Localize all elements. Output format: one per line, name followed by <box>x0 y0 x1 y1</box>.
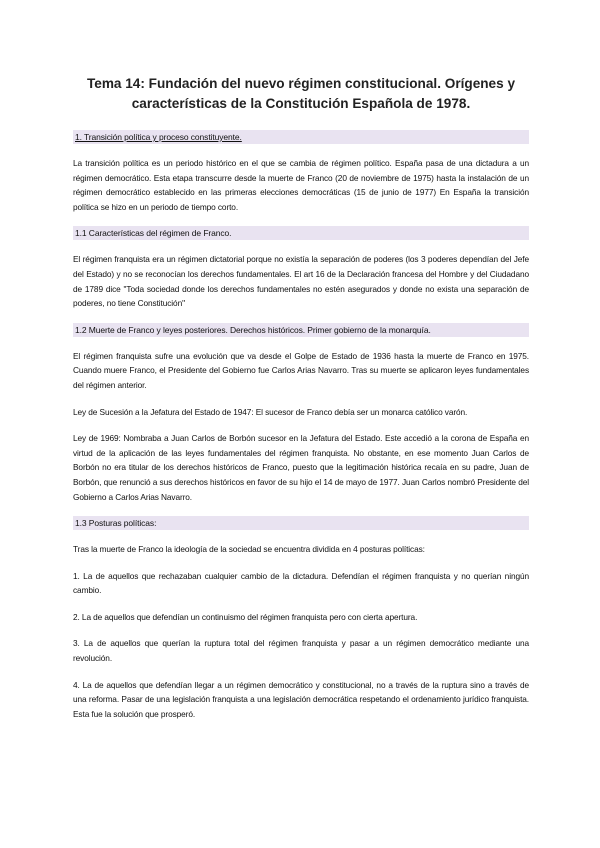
title-line-2: características de la Constitución Española de 1978. <box>131 96 471 111</box>
paragraph: Tras la muerte de Franco la ideología de la sociedad se encuentra dividida en 4 posturas políticas: <box>73 544 425 555</box>
section-heading: 1.1 Características del régimen de Franco. <box>73 226 529 240</box>
document-title <box>73 74 529 114</box>
list-item: 2. La de aquellos que defendían un continuismo del régimen franquista pero con cierta apertura. <box>73 611 418 622</box>
document-page <box>73 74 529 733</box>
paragraph: El régimen franquista sufre una evolución que va desde el Golpe de Estado de 1936 hasta la muerte de Franco en 1975. Cuando muere Franco, el Presidente del Gobierno fue Carlos Arias Navarro. Tras su muerte se aplicaron leyes fundamentales del régimen anterior. <box>73 350 529 390</box>
section-muerte-franco <box>73 323 529 504</box>
paragraph: El régimen franquista era un régimen dictatorial porque no existía la separación de poderes (los 3 poderes dependían del Jefe del Estado) y no se reconocían los derechos fundamentales. El art 16 de la Declaración francesa del Hombre y del Ciudadano de 1789 dice "Toda sociedad donde los derechos fundamentales no estén asegurados y donde no exista una separación de poderes, no tiene Constitución" <box>73 254 529 309</box>
paragraph: La transición política es un periodo histórico en el que se cambia de régimen político. España pasa de una dictadura a un régimen democrático. Esta etapa transcurre desde la muerte de Franco (20 de noviembre de 1975) hasta la instalación de un régimen democrático establecido en las primeras elecciones democráticas (15 de junio de 1977) En España la transición política se hizo en un periodo de tiempo corto. <box>73 158 529 212</box>
section-heading: 1. Transición política y proceso constituyente. <box>73 130 529 144</box>
list-item: 3. La de aquellos que querían la ruptura total del régimen franquista y pasar a un régimen democrático mediante una revolución. <box>73 638 529 664</box>
section-heading: 1.3 Posturas políticas: <box>73 516 529 530</box>
section-heading: 1.2 Muerte de Franco y leyes posteriores. Derechos históricos. Primer gobierno de la monarquía. <box>73 323 529 337</box>
title-line-1: Tema 14: Fundación del nuevo régimen constitucional. Orígenes y <box>86 76 516 91</box>
list-item: 4. La de aquellos que defendían llegar a un régimen democrático y constitucional, no a través de la ruptura sino a través de una reforma. Pasar de una legislación franquista a una legislación democrática respetando el ordenamiento jurídico franquista. Esta fue la solución que prosperó. <box>73 679 529 719</box>
section-transicion <box>73 130 529 214</box>
section-posturas-politicas <box>73 516 529 721</box>
list-item: 1. La de aquellos que rechazaban cualquier cambio de la dictadura. Defendían el régimen franquista y no querían ningún cambio. <box>73 570 529 596</box>
paragraph: Ley de Sucesión a la Jefatura del Estado de 1947: El sucesor de Franco debía ser un monarca católico varón. <box>73 406 468 417</box>
section-caracteristicas-franco <box>73 226 529 310</box>
paragraph: Ley de 1969: Nombraba a Juan Carlos de Borbón sucesor en la Jefatura del Estado. Este accedió a la corona de España en virtud de la aplicación de las leyes fundamentales del régimen franquista. No obstante, en ese momento Juan Carlos de Borbón no era titular de los derechos históricos de Franco, puesto que la legitimación histórica recaía en su padre, Juan de Borbón, que renunció a sus derechos históricos en favor de su hijo el 14 de mayo de 1977. Juan Carlos nombró Presidente del Gobierno a Carlos Arias Navarro. <box>73 433 529 502</box>
